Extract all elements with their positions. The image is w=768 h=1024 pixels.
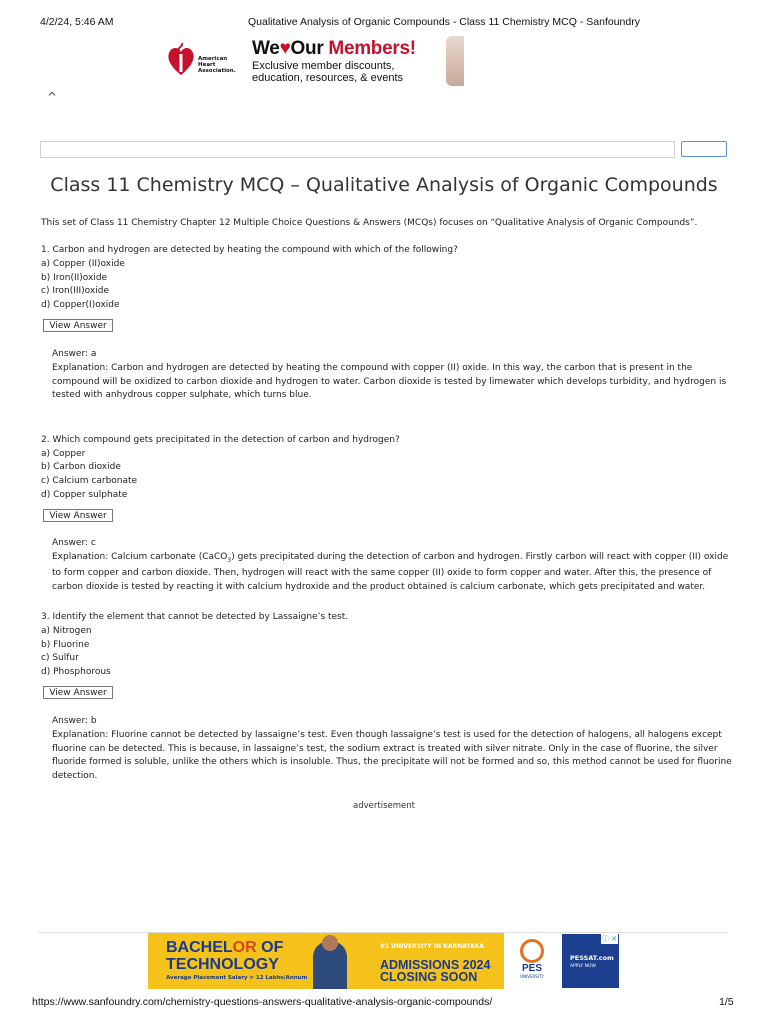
explanation-text: Explanation: Fluorine cannot be detected by lassaigne’s test. Even though lassaigne’s test is used for the detection of halogens, all halogens except fluorine can be detected. This is because, in lassaigne’s test, the sodium extract is treated with silver nitrate. Only in the case of fluorine, the silver fluoride formed is soluble, unlike the others which is insoluble. Thus, the precipitate will not be formed and so, this method cannot be used for fluorine detection. — [52, 729, 732, 782]
view-answer-button[interactable]: View Answer — [43, 319, 113, 332]
ad-rank: #1 UNIVERSITY IN KARNATAKA — [380, 943, 484, 950]
advertisement-label: advertisement — [353, 801, 415, 811]
option-c: c) Calcium carbonate — [41, 475, 138, 486]
option-b: b) Fluorine — [41, 639, 90, 650]
option-b: b) Iron(II)oxide — [41, 272, 108, 283]
question-text: 3. Identify the element that cannot be detected by Lassaigne’s test. — [41, 612, 349, 622]
print-doc-title: Qualitative Analysis of Organic Compounds - Class 11 Chemistry MCQ - Sanfoundry — [248, 16, 640, 28]
option-a: a) Copper — [41, 448, 86, 459]
search-button[interactable] — [681, 141, 727, 157]
print-page-number: 1/5 — [719, 996, 734, 1008]
ad-student-head — [322, 935, 338, 951]
view-answer-button[interactable]: View Answer — [43, 509, 113, 522]
answer-block — [52, 348, 732, 403]
print-url: https://www.sanfoundry.com/chemistry-questions-answers-qualitative-analysis-organic-compounds/ — [32, 996, 493, 1008]
answer-label: Answer: b — [52, 716, 97, 726]
option-c: c) Iron(III)oxide — [41, 286, 109, 296]
answer-label: Answer: c — [52, 538, 96, 548]
heart-icon: ♥ — [279, 38, 291, 59]
option-d: d) Copper(I)oxide — [41, 299, 120, 310]
option-a: a) Copper (II)oxide — [41, 259, 125, 269]
intro-text: This set of Class 11 Chemistry Chapter 12 Multiple Choice Questions & Answers (MCQs) focuses on “Qualitative Analysis of Organic Compounds”. — [41, 218, 698, 228]
explanation-text: Explanation: Carbon and hydrogen are detected by heating the compound with copper (II) oxide. In this way, the carbon that is present in the compound will be oxidized to carbon dioxide and hydrogen to water. Carbon dioxide is tested by limewater which develops turbidity, and hydrogen is tested with anhydrous copper sulphate, which turns blue. — [52, 362, 727, 401]
pes-logo[interactable]: PES UNIVERSITY — [514, 937, 550, 987]
ad-headline: We♥Our Members! — [252, 38, 416, 59]
ad-admissions: ADMISSIONS 2024 CLOSING SOON — [380, 958, 491, 984]
page-title: Class 11 Chemistry MCQ – Qualitative Analysis of Organic Compounds — [50, 174, 718, 196]
answer-label: Answer: a — [52, 349, 97, 359]
pessat-ad[interactable]: ⓘ ✕ PESSAT.com APPLY NOW — [562, 934, 619, 988]
chevron-up-icon[interactable]: ^ — [47, 90, 58, 104]
ad-title: BACHELOR OF TECHNOLOGY — [166, 939, 284, 973]
aha-org-name: American Heart Association. — [198, 56, 236, 74]
option-c: c) Sulfur — [41, 653, 79, 663]
print-datetime: 4/2/24, 5:46 AM — [40, 16, 114, 28]
answer-block — [52, 537, 732, 595]
pes-emblem-icon — [520, 939, 544, 963]
option-b: b) Carbon dioxide — [41, 462, 121, 472]
answer-block — [52, 715, 732, 784]
top-ad-banner[interactable] — [158, 36, 464, 88]
option-d: d) Copper sulphate — [41, 489, 128, 500]
ad-close-icon[interactable]: ⓘ ✕ — [601, 935, 617, 943]
view-answer-button[interactable]: View Answer — [43, 686, 113, 699]
option-a: a) Nitrogen — [41, 626, 92, 636]
ad-subtext: Exclusive member discounts, education, resources, & events — [252, 60, 404, 84]
question-text: 2. Which compound gets precipitated in the detection of carbon and hydrogen? — [41, 435, 400, 445]
bottom-ad-banner[interactable] — [148, 933, 504, 989]
question-text: 1. Carbon and hydrogen are detected by heating the compound with which of the following? — [41, 245, 458, 255]
heart-torch-icon — [166, 42, 196, 78]
option-d: d) Phosphorous — [41, 667, 111, 677]
explanation-text: Explanation: Calcium carbonate (CaCO$_3$) gets precipitated during the detection of carbon and hydrogen. Firstly carbon will react with copper (II) oxide to form copper and carbon dioxide. Then, hydrogen will react with the same copper (II) oxide to form copper and water. After this, the presence of carbon dioxide is tested by reacting it with calcium hydroxide and the product obtained is calcium carbonate, which gets precipitated and water. — [52, 551, 729, 593]
ad-salary: Average Placement Salary > 12 Lakhs/Annum — [166, 975, 308, 981]
ad-photo — [446, 36, 464, 86]
search-input[interactable] — [40, 141, 675, 158]
